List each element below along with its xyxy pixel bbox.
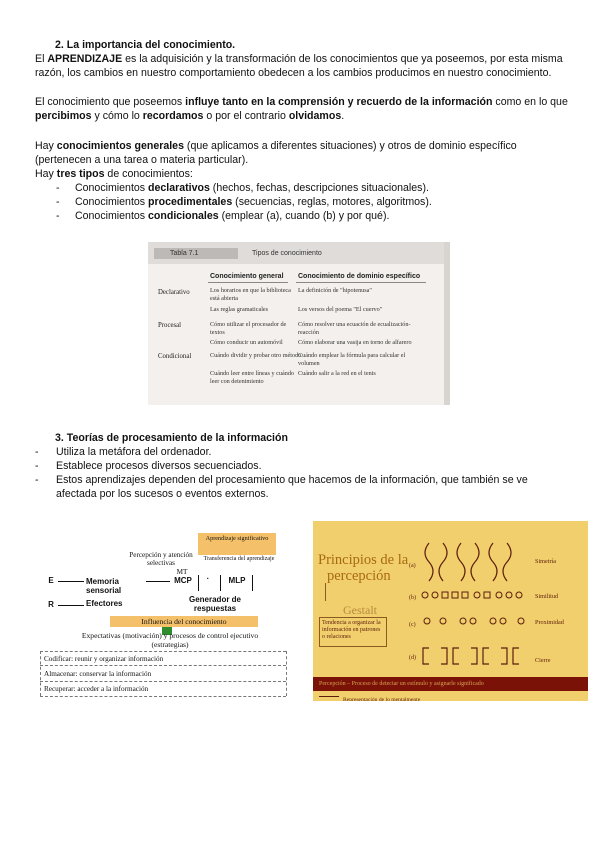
label-a: (a) <box>409 563 416 569</box>
divider <box>40 681 286 682</box>
divider <box>220 575 221 591</box>
generador-box: Generador de respuestas <box>188 595 241 613</box>
paragraph-generales: Hay conocimientos generales (que aplicamos a diferentes situaciones) y otros de dominio específico (pertenecen a una tarea o materia particular). <box>35 140 517 166</box>
codificar-label: Codificar: reunir y organizar información <box>44 655 164 663</box>
mlp-box: MLP <box>228 576 246 585</box>
information-processing-diagram <box>40 533 292 698</box>
list-item: - Conocimientos procedimentales (secuencias, reglas, motores, algoritmos). <box>56 196 432 208</box>
arrow-line <box>58 605 84 606</box>
expectativas-label: Expectativas (motivación) y procesos de control ejecutivo (estrategias) <box>81 631 259 649</box>
memoria-sensorial-box: Memoria sensorial <box>86 577 122 595</box>
mt-label: MT <box>176 568 188 576</box>
list-item: - Establece procesos diversos secuenciados. <box>35 460 262 472</box>
section-3-heading: 3. Teorías de procesamiento de la información <box>55 432 288 444</box>
divider <box>208 282 288 283</box>
label-similitud: Similitud <box>535 593 559 600</box>
slide-subtitle: Gestalt <box>343 603 377 617</box>
mcp-box: MCP <box>174 576 192 585</box>
types-list <box>35 181 570 223</box>
arrow-line <box>146 581 170 582</box>
e-label: E <box>48 576 54 585</box>
list-item: - Utiliza la metáfora del ordenador. <box>35 446 212 458</box>
column-header-specific: Conocimiento de dominio específico <box>298 273 421 280</box>
table-cell: Los versos del poema "El cuervo" <box>298 306 383 313</box>
paragraph-aprendizaje: El APRENDIZAJE es la adquisición y la transformación de los conocimientos que ya poseemos, por esta misma razón, los cambios en nuestro comportamiento obedecen a los cambios producimos en nuestro conocimiento. <box>35 53 563 79</box>
symmetry-brackets-icon <box>421 539 521 585</box>
column-header-general: Conocimiento general <box>210 273 284 280</box>
arrow-line <box>58 581 84 582</box>
divider <box>252 575 253 591</box>
label-proximidad: Proximidad <box>535 619 564 626</box>
table-cell: Cómo utilizar el procesador de textos <box>210 321 287 336</box>
recuperar-label: Recuperar: acceder a la información <box>44 685 149 693</box>
influencia-box: Influencia del conocimiento <box>110 616 258 627</box>
list-item: - Estos aprendizajes dependen del procesamiento que hacemos de la información, que también se ve afectada por los sucesos o eventos externos. <box>35 474 528 500</box>
label-simetria: Simetría <box>535 558 556 565</box>
table-cell: Los horarios en que la biblioteca está abierta <box>210 287 291 302</box>
divider <box>40 651 41 696</box>
table-cell: Cuándo leer entre líneas y cuándo leer con detenimiento <box>210 370 295 385</box>
divider <box>40 665 286 666</box>
list-item: - Conocimientos declarativos (hechos, fechas, descripciones situacionales). <box>56 182 429 194</box>
dot-label: · <box>206 574 210 583</box>
table-cell: Cómo conducir un automóvil <box>210 339 283 346</box>
knowledge-types-table <box>148 242 450 405</box>
slide-title: Principios de la <box>318 552 409 568</box>
list-item: - Conocimientos condicionales (emplear (a), cuando (b) y por qué). <box>56 210 390 222</box>
row-label-condicional: Condicional <box>158 353 192 360</box>
theories-list <box>35 445 570 501</box>
tendencia-box: Tendencia a organizar la información en patrones o relaciones <box>319 617 387 647</box>
proximity-circles-icon <box>421 616 531 626</box>
similarity-shapes-icon <box>421 590 531 600</box>
table-tag: Tabla 7.1 <box>154 248 238 259</box>
divider <box>286 651 287 696</box>
divider <box>40 696 286 697</box>
table-cell: La definición de "hipotenusa" <box>298 287 372 294</box>
divider <box>296 282 426 283</box>
label-c: (c) <box>409 622 416 628</box>
table-cell: Las reglas gramaticales <box>210 306 269 313</box>
row-label-procesal: Procesal <box>158 322 182 329</box>
divider <box>40 651 286 652</box>
paragraph-conocimiento: El conocimiento que poseemos influye tanto en la comprensión y recuerdo de la información como en lo que percibimos y cómo lo recordamos o por el contrario olvidamos. <box>35 96 568 122</box>
divider <box>325 583 326 601</box>
row-label-declarativo: Declarativo <box>158 289 190 296</box>
transferencia-label: Transferencia del aprendizaje <box>203 556 275 562</box>
closure-brackets-icon <box>421 646 531 666</box>
table-cell: Cuándo dividir y probar otro método <box>210 352 302 359</box>
r-label: R <box>48 600 54 609</box>
section-2-heading: 2. La importancia del conocimiento. <box>55 39 236 51</box>
aprendizaje-box: Aprendizaje significativo <box>198 533 276 555</box>
percepcion-label: Percepción y atención selectivas <box>129 551 193 567</box>
table-cell: Cuándo salir a la red en el tenis <box>298 370 376 377</box>
almacenar-label: Almacenar: conservar la información <box>44 670 152 678</box>
table-cell: Cómo resolver una ecuación de ecualización-reacción <box>298 321 411 336</box>
paragraph-tres-tipos: Hay tres tipos de conocimientos: <box>35 168 193 180</box>
label-d: (d) <box>409 655 416 661</box>
divider <box>319 696 339 697</box>
efectores-box: Efectores <box>86 599 123 608</box>
slide-title: percepción <box>327 568 391 584</box>
slide-footer: Representación de lo mentalmente <box>343 697 421 701</box>
table-cell: Cómo elaborar una vasija en torno de alfarero <box>298 339 412 346</box>
label-cierre: Cierre <box>535 657 551 664</box>
divider <box>198 575 199 591</box>
table-cell: Cuándo emplear la fórmula para calcular el volumen <box>298 352 406 367</box>
table-title: Tipos de conocimiento <box>252 250 322 257</box>
label-b: (b) <box>409 595 416 601</box>
percepcion-definition-band: Percepción – Proceso de detectar un estímulo y asignarle significado <box>313 677 588 691</box>
gestalt-principles-slide <box>313 521 588 701</box>
